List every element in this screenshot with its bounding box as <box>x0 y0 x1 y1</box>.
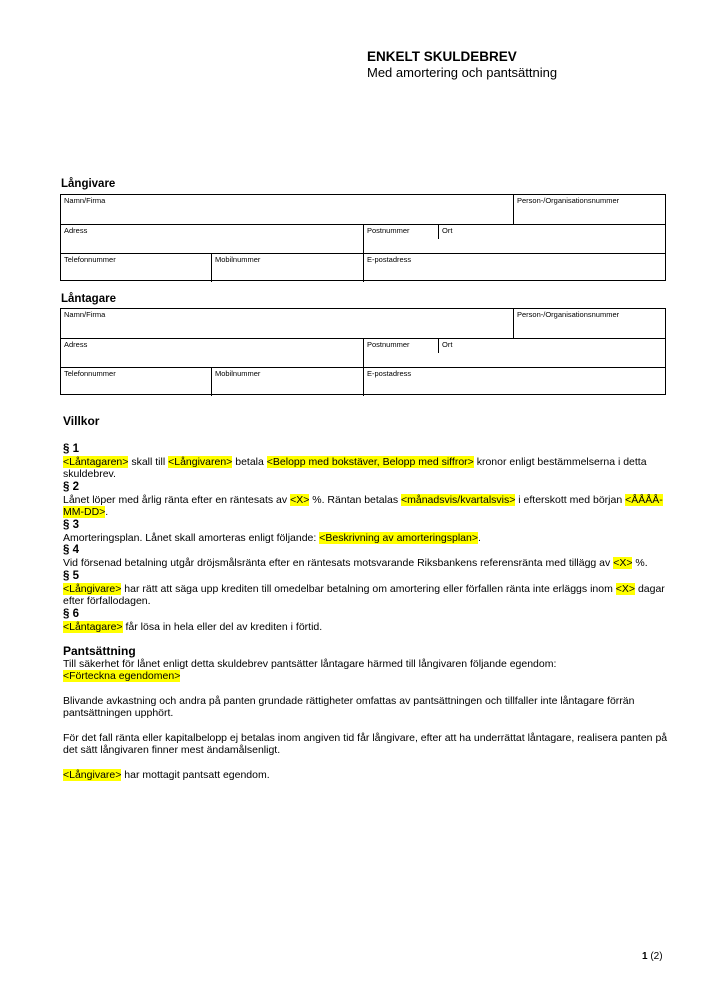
borrower-address-field[interactable] <box>61 339 90 367</box>
pledge-heading: Pantsättning <box>63 644 136 658</box>
lender-row-contact <box>61 253 665 282</box>
document-header <box>367 49 557 81</box>
borrower-id-field[interactable] <box>514 309 622 338</box>
placeholder-amortization-plan[interactable]: <Beskrivning av amorteringsplan> <box>319 531 478 544</box>
paragraph-6 <box>63 608 673 634</box>
lender-id-label: Person-/Organisationsnummer <box>517 196 620 205</box>
paragraph-3-number: § 3 <box>63 518 79 531</box>
lender-row-address <box>61 224 665 253</box>
paragraph-4 <box>63 544 673 570</box>
borrower-email-field[interactable] <box>364 368 414 396</box>
borrower-mobile-field[interactable] <box>212 368 263 396</box>
borrower-city-label: Ort <box>442 340 453 349</box>
terms-section <box>63 415 673 781</box>
borrower-name-field[interactable] <box>61 309 108 338</box>
paragraph-6-text: <Låntagare> får lösa in hela eller del av krediten i förtid. <box>63 620 323 633</box>
pledge-section <box>63 645 673 781</box>
borrower-id-label: Person-/Organisationsnummer <box>517 310 620 319</box>
lender-row-name <box>61 195 665 224</box>
placeholder-interest-rate[interactable]: <X> <box>290 493 310 506</box>
paragraph-3 <box>63 519 673 545</box>
paragraph-5 <box>63 570 673 608</box>
placeholder-amount[interactable]: <Belopp med bokstäver, Belopp med siffror> <box>266 455 474 468</box>
pledge-received: <Långivare> har mottagit pantsatt egendom. <box>63 768 270 781</box>
paragraph-3-text: Amorteringsplan. Lånet skall amorteras enligt följande: <Beskrivning av amorteringsplan>. <box>63 531 481 544</box>
document-title: ENKELT SKULDEBREV <box>367 49 517 64</box>
lender-mobile-label: Mobilnummer <box>215 255 261 264</box>
placeholder-borrower[interactable]: <Låntagaren> <box>63 455 129 468</box>
paragraph-5-text: <Långivare> har rätt att säga upp krediten till omedelbar betalning om amortering eller förfallen ränta inte erläggs inom <X> dagar efter förfallodagen. <box>63 582 665 607</box>
placeholder-lender[interactable]: <Långivaren> <box>168 455 233 468</box>
borrower-address-label: Adress <box>64 340 88 349</box>
terms-heading: Villkor <box>63 414 100 428</box>
paragraph-2-number: § 2 <box>63 480 79 493</box>
borrower-table <box>60 308 666 395</box>
lender-city-field[interactable] <box>439 225 455 253</box>
borrower-city-field[interactable] <box>439 339 455 367</box>
paragraph-4-text: Vid försenad betalning utgår dröjsmålsränta efter en räntesats motsvarande Riksbankens referensränta med tillägg av <X> %. <box>63 557 648 569</box>
paragraph-2 <box>63 481 673 519</box>
lender-name-field[interactable] <box>61 195 108 224</box>
borrower-row-name <box>61 309 665 338</box>
lender-postal-field[interactable] <box>364 225 413 253</box>
lender-city-label: Ort <box>442 226 453 235</box>
placeholder-lender-2[interactable]: <Långivare> <box>63 582 122 595</box>
page-number: 1 (2) <box>642 951 663 962</box>
borrower-postal-label: Postnummer <box>367 340 410 349</box>
lender-address-field[interactable] <box>61 225 90 253</box>
borrower-row-contact <box>61 367 665 396</box>
placeholder-days[interactable]: <X> <box>615 582 636 595</box>
pledge-intro: Till säkerhet för lånet enligt detta skuldebrev pantsätter låntagare härmed till långivaren följande egendom: <box>63 657 557 670</box>
lender-heading: Långivare <box>61 178 116 190</box>
paragraph-1-number: § 1 <box>63 442 79 455</box>
borrower-phone-field[interactable] <box>61 368 119 396</box>
paragraph-1 <box>63 443 673 481</box>
pledge-paragraph-3: För det fall ränta eller kapitalbelopp ej betalas inom angiven tid får långivare, efter att ha underrättat låntagare, realisera panten på det sätt långivaren finner mest ändamålsenligt. <box>63 731 668 756</box>
placeholder-lender-3[interactable]: <Långivare> <box>63 768 122 781</box>
lender-table <box>60 194 666 281</box>
borrower-postal-field[interactable] <box>364 339 413 367</box>
lender-email-field[interactable] <box>364 254 414 282</box>
paragraph-6-number: § 6 <box>63 607 79 620</box>
borrower-heading: Låntagare <box>61 293 116 305</box>
borrower-email-label: E-postadress <box>367 369 412 378</box>
paragraph-1-text: <Låntagaren> skall till <Långivaren> betala <Belopp med bokstäver, Belopp med siffror> kronor enligt bestämmelserna i detta skuldebrev. <box>63 455 647 480</box>
paragraph-4-number: § 4 <box>63 544 79 556</box>
borrower-mobile-label: Mobilnummer <box>215 369 261 378</box>
lender-postal-label: Postnummer <box>367 226 410 235</box>
placeholder-borrower-2[interactable]: <Låntagare> <box>63 620 123 633</box>
paragraph-2-text: Lånet löper med årlig ränta efter en räntesats av <X> %. Räntan betalas <månadsvis/kvartalsvis> i efterskott med början <ÅÅÅÅ-MM-DD>. <box>63 493 663 518</box>
placeholder-payment-frequency[interactable]: <månadsvis/kvartalsvis> <box>400 493 516 506</box>
placeholder-property[interactable]: <Förteckna egendomen> <box>63 670 181 682</box>
lender-name-label: Namn/Firma <box>64 196 106 205</box>
document-subtitle: Med amortering och pantsättning <box>367 65 558 80</box>
paragraph-5-number: § 5 <box>63 569 79 582</box>
lender-email-label: E-postadress <box>367 255 412 264</box>
lender-mobile-field[interactable] <box>212 254 263 282</box>
lender-address-label: Adress <box>64 226 88 235</box>
lender-id-field[interactable] <box>514 195 622 224</box>
borrower-row-address <box>61 338 665 367</box>
placeholder-penalty-rate[interactable]: <X> <box>613 557 633 569</box>
borrower-name-label: Namn/Firma <box>64 310 106 319</box>
borrower-phone-label: Telefonnummer <box>64 369 116 378</box>
lender-phone-field[interactable] <box>61 254 119 282</box>
placeholder-start-date[interactable]: <ÅÅÅÅ-MM-DD> <box>63 493 663 518</box>
lender-phone-label: Telefonnummer <box>64 255 116 264</box>
pledge-paragraph-2: Blivande avkastning och andra på panten grundade rättigheter omfattas av pantsättningen och tillfaller inte låntagare förrän pantsättningen upphört. <box>63 694 635 719</box>
